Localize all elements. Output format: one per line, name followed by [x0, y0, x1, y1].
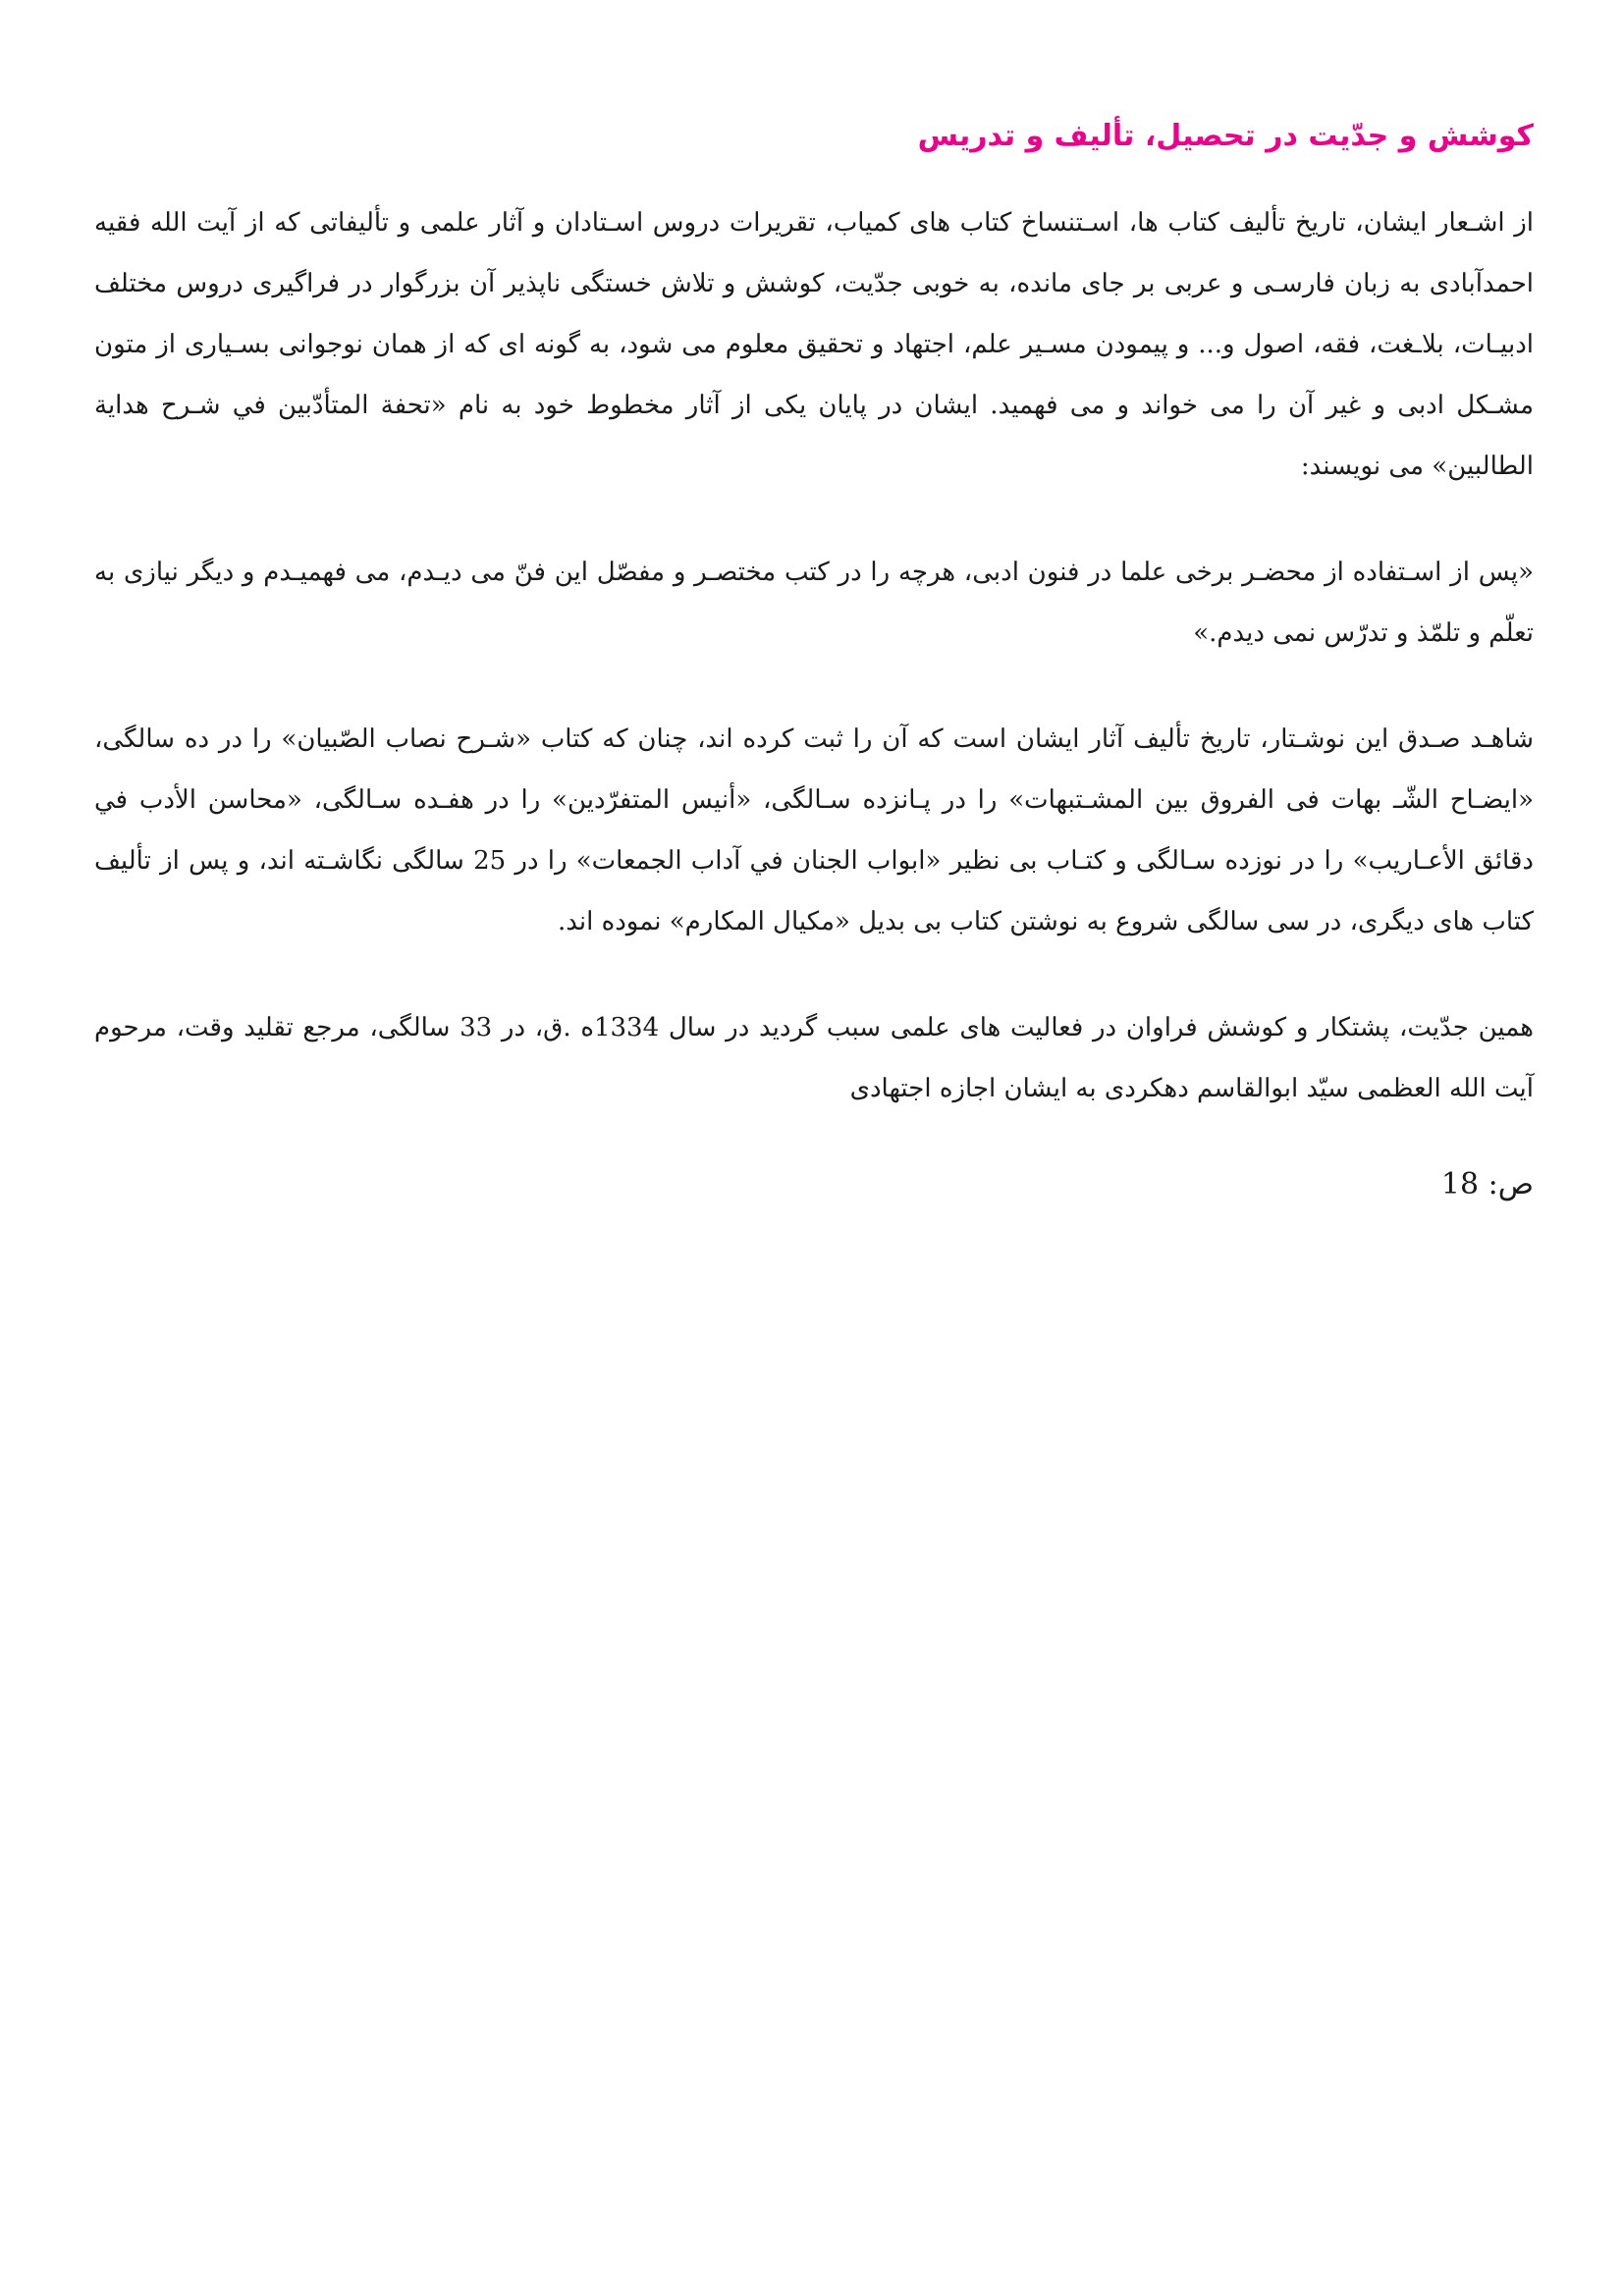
document-page	[94, 116, 1534, 1205]
paragraph-1: از اشـعار ایشان، تاریخ تألیف کتاب ها، اسـتنساخ کتاب های کمیاب، تقریرات دروس اسـتادان و آثار علمی و تألیفاتی که از آیت الله فقیه احمدآبادی به زبان فارسـی و عربی بر جای مانده، به خوبی جدّیت، کوشش و تلاش خستگی ناپذیر آن بزرگوار در فراگیری دروس مختلف ادبیـات، بلاـغت، فقه، اصول و... و پیمودن مسـیر علم، اجتهاد و تحقیق معلوم می شود، به گونه ای که از همان نوجوانی بسـیاری از متون مشـکل ادبی و غیر آن را می خواند و می فهمید. ایشان در پایان یکی از آثار مخطوط خود به نام «تحفة المتأدّبین في شـرح هدایة الطالبین» می نویسند:	[94, 208, 1534, 481]
paragraph-quote: «پس از اسـتفاده از محضـر برخی علما در فنون ادبی، هرچه را در کتب مختصـر و مفصّل این فنّ می دیـدم، می فهمیـدم و دیگر نیازی به تعلّم و تلمّذ و تدرّس نمی دیدم.»	[94, 558, 1534, 648]
section-heading: کوشش و جدّیت در تحصیل، تألیف و تدریس	[917, 119, 1534, 153]
page-number: ص: 18	[1440, 1167, 1534, 1201]
paragraph-3: شاهـد صـدق این نوشـتار، تاریخ تألیف آثار ایشان است که آن را ثبت کرده اند، چنان که کتاب «شـرح نصاب الصّبیان» را در ده سالگی، «ایضـاح الشّـ بهات فی الفروق بین المشـتبهات» را در پـانزده سـالگی، «أنیس المتفرّدین» را در هفـده سـالگی، «محاسن الأدب في دقائق الأعـاریب» را در نوزده سـالگی و کتـاب بی نظیر «ابواب الجنان في آداب الجمعات» را در 25 سالگی نگاشـته اند، و پس از تألیف کتاب های دیگری، در سی سالگی شروع به نوشتن کتاب بی بدیل «مکیال المکارم» نموده اند.	[94, 724, 1534, 936]
paragraph-4: همین جدّیت، پشتکار و کوشش فراوان در فعالیت های علمی سبب گردید در سال 1334ه .ق، در 33 سالگی، مرجع تقلید وقت، مرحوم آیت الله العظمی سیّد ابوالقاسم دهکردی به ایشان اجازه اجتهادی	[94, 1013, 1534, 1103]
